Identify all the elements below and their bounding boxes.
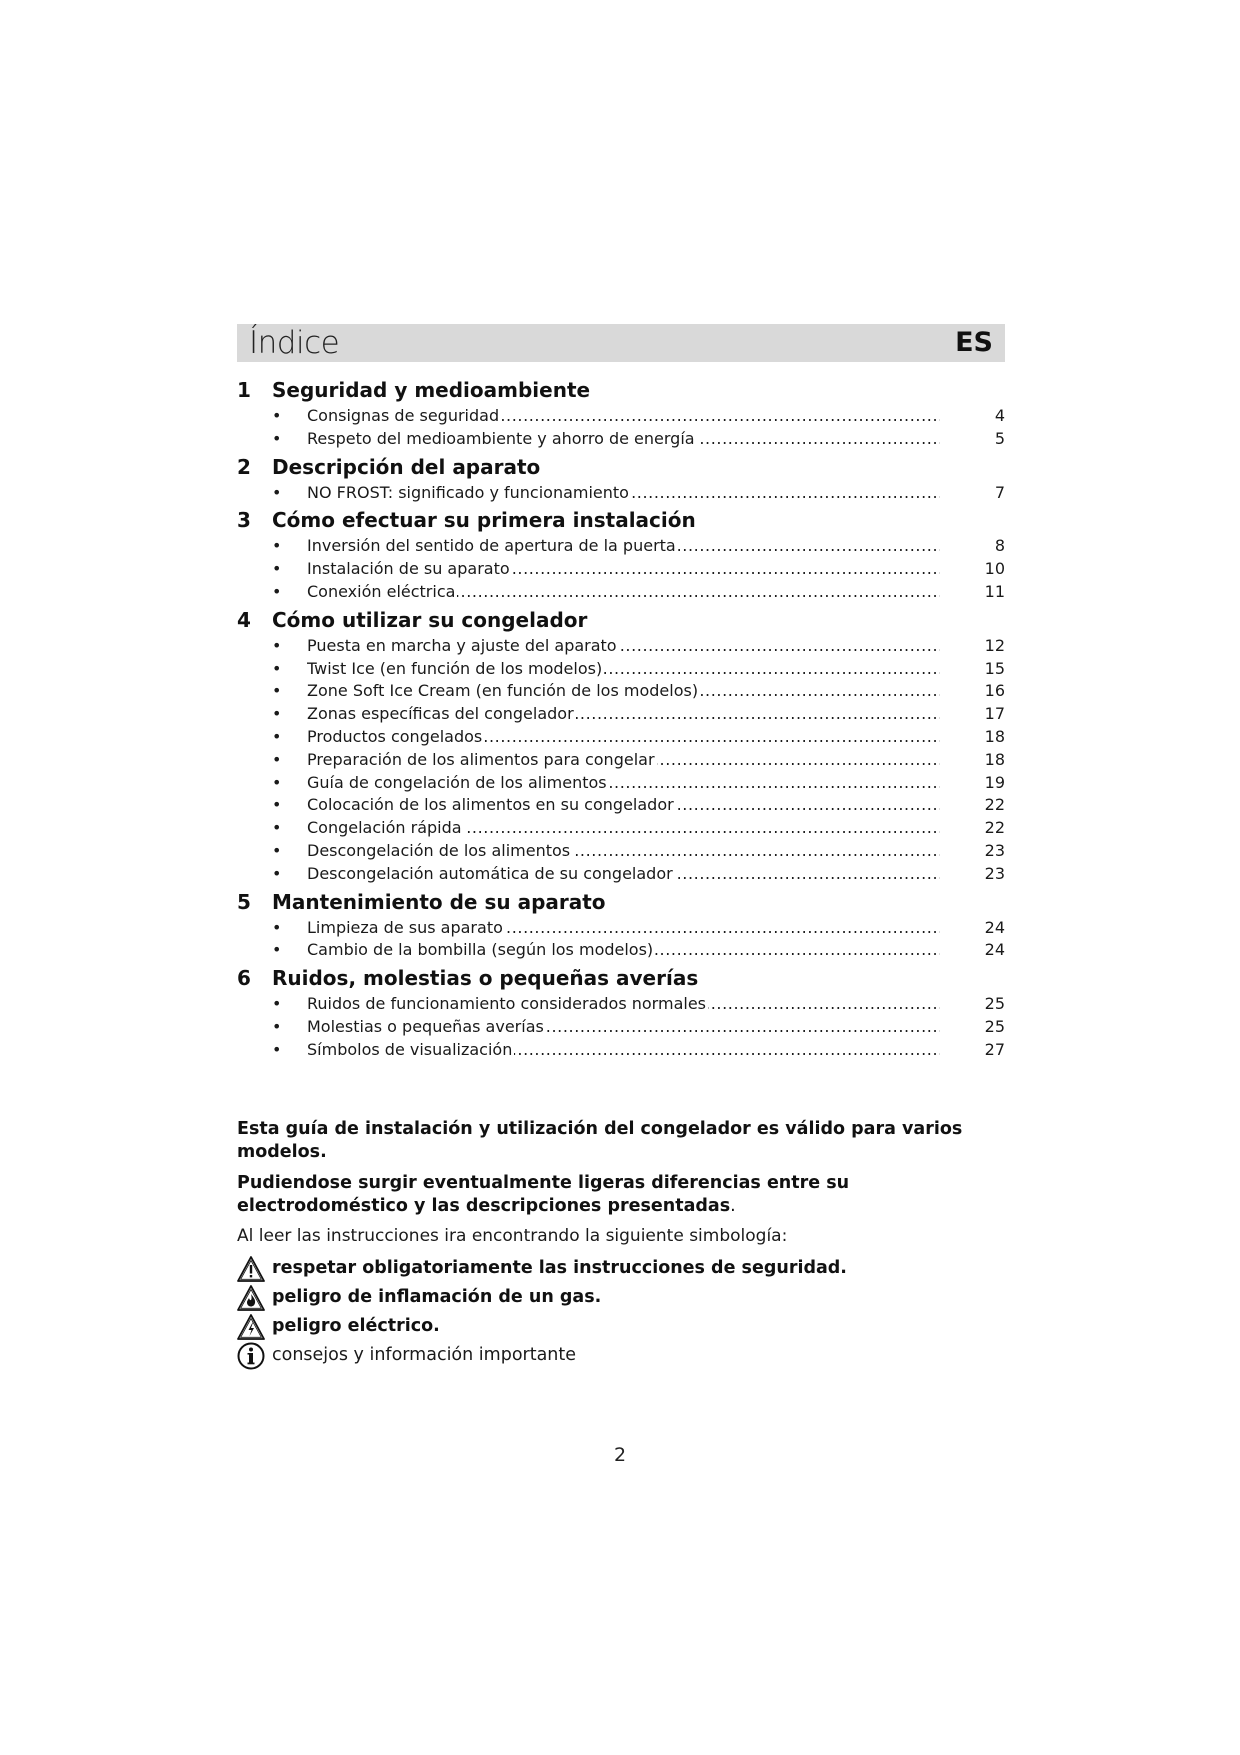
toc-entry-leader xyxy=(307,749,940,772)
toc-entry-leader xyxy=(307,482,940,505)
symbol-text-gas: peligro de inflamación de un gas. xyxy=(272,1287,602,1307)
toc-section-number: 3 xyxy=(237,508,251,533)
language-code: ES xyxy=(955,327,993,358)
toc-section-title: Cómo efectuar su primera instalación xyxy=(272,508,696,533)
toc-entry xyxy=(237,1039,1005,1062)
toc-entry-label: Consignas de seguridad xyxy=(307,406,500,425)
bullet-marker: • xyxy=(272,482,282,502)
toc-entry-leader xyxy=(307,558,940,581)
toc-section-heading xyxy=(237,963,1005,993)
toc-entry-label: NO FROST: significado y funcionamiento xyxy=(307,482,629,502)
index-title-bar xyxy=(237,324,1005,362)
symbol-row-safety xyxy=(237,1254,1012,1283)
flame-warning-icon xyxy=(237,1284,265,1312)
bullet-marker: • xyxy=(272,581,282,601)
toc-entry xyxy=(237,658,1005,681)
toc-entry xyxy=(237,482,1005,505)
toc-entry-page: 23 xyxy=(984,863,1005,883)
toc-section-heading xyxy=(237,605,1005,635)
toc-entry-label: Molestias o pequeñas averías xyxy=(307,1016,544,1036)
toc-entry-label: Preparación de los alimentos para congelar xyxy=(307,749,655,769)
toc-entry xyxy=(237,535,1005,558)
toc-entry-page: 19 xyxy=(984,772,1005,792)
toc-entry-label: Congelación rápida xyxy=(307,818,462,838)
toc-entry-label: Guía de congelación de los alimentos xyxy=(307,772,607,792)
toc-entry xyxy=(237,749,1005,772)
toc-entry-label: Zonas específicas del congelador xyxy=(307,704,574,724)
bullet-marker: • xyxy=(272,863,282,883)
toc-entry xyxy=(237,1016,1005,1039)
toc-section xyxy=(237,375,1005,451)
toc-entry-leader xyxy=(307,703,940,726)
toc-entry-leader xyxy=(307,817,940,840)
toc-section-heading xyxy=(237,505,1005,535)
toc-entry xyxy=(237,817,1005,840)
toc-entry-label: Símbolos de visualización xyxy=(307,1039,513,1059)
bullet-marker: • xyxy=(272,559,282,579)
toc-entry-leader xyxy=(307,535,940,558)
toc-entry-label: Puesta en marcha y ajuste del aparato xyxy=(307,635,617,655)
toc-entry-leader xyxy=(307,658,940,681)
toc-entry-label: Cambio de la bombilla (según los modelos) xyxy=(307,940,654,960)
bullet-marker: • xyxy=(272,749,282,769)
toc-entry xyxy=(237,993,1005,1016)
page-number: 2 xyxy=(613,1444,627,1466)
toc-entry-page: 15 xyxy=(984,658,1005,678)
toc-entry-page: 10 xyxy=(984,559,1005,579)
toc-entry-leader xyxy=(307,581,940,604)
toc-entry-leader xyxy=(307,428,940,451)
validity-note: Esta guía de instalación y utilización del congelador es válido para varios modelos. xyxy=(237,1119,963,1162)
toc-section-number: 1 xyxy=(237,378,251,402)
differences-period: . xyxy=(730,1196,736,1216)
bullet-marker: • xyxy=(272,795,282,815)
toc-section-title: Seguridad y medioambiente xyxy=(272,378,591,402)
toc-entry-leader xyxy=(307,772,940,795)
bullet-marker: • xyxy=(272,1016,282,1036)
toc-entry-label: Inversión del sentido de apertura de la puerta xyxy=(307,536,676,556)
differences-note xyxy=(237,1172,1012,1218)
toc-entry-page: 27 xyxy=(984,1039,1005,1059)
toc-entry-page: 23 xyxy=(984,840,1005,860)
toc-entry-page: 18 xyxy=(984,749,1005,769)
toc-section-title: Mantenimiento de su aparato xyxy=(272,889,606,914)
symbol-row-electric xyxy=(237,1312,1012,1341)
toc-section-heading xyxy=(237,375,1005,405)
bullet-marker: • xyxy=(272,635,282,655)
toc-entry-page: 16 xyxy=(984,681,1005,701)
toc-entry-leader xyxy=(307,1039,940,1062)
toc-section-title: Cómo utilizar su congelador xyxy=(272,607,588,632)
toc-entry-label: Descongelación de los alimentos xyxy=(307,840,571,860)
toc-entry-leader xyxy=(307,993,940,1016)
symbol-row-gas xyxy=(237,1283,1012,1312)
symbol-text-info: consejos y información importante xyxy=(272,1345,577,1365)
bullet-marker: • xyxy=(272,428,282,448)
toc-section-number: 5 xyxy=(237,889,251,914)
toc-entry-page: 12 xyxy=(984,635,1005,655)
info-icon xyxy=(237,1342,265,1370)
toc-entry-page: 22 xyxy=(984,795,1005,815)
toc-section xyxy=(237,452,1005,505)
toc-entry-label: Limpieza de sus aparato xyxy=(307,917,503,937)
bullet-marker: • xyxy=(272,536,282,556)
bullet-marker: • xyxy=(272,658,282,678)
table-of-contents xyxy=(237,375,1005,1063)
toc-entry-leader xyxy=(307,405,940,428)
toc-entry xyxy=(237,703,1005,726)
toc-entry-page: 8 xyxy=(994,536,1005,556)
toc-section-number: 2 xyxy=(237,454,251,479)
warning-exclamation-icon xyxy=(237,1255,265,1283)
page-title: Índice xyxy=(249,325,340,361)
toc-entry-label: Zone Soft Ice Cream (en función de los modelos) xyxy=(307,681,699,701)
bullet-marker: • xyxy=(272,772,282,792)
bullet-marker: • xyxy=(272,681,282,701)
toc-section-heading xyxy=(237,452,1005,482)
toc-entry-label: Instalación de su aparato xyxy=(307,559,510,579)
bullet-marker: • xyxy=(272,917,282,937)
symbol-text-safety: respetar obligatoriamente las instrucciones de seguridad. xyxy=(272,1258,847,1278)
toc-entry xyxy=(237,939,1005,962)
toc-entry-leader xyxy=(307,1016,940,1039)
toc-entry-page: 22 xyxy=(984,818,1005,838)
toc-section-title: Ruidos, molestias o pequeñas averías xyxy=(272,966,699,991)
toc-section-title: Descripción del aparato xyxy=(272,454,541,479)
toc-entry-page: 17 xyxy=(984,704,1005,724)
bullet-marker: • xyxy=(272,1039,282,1059)
toc-entry-page: 11 xyxy=(984,581,1005,601)
toc-section-number: 4 xyxy=(237,607,251,632)
symbology-intro: Al leer las instrucciones ira encontrando la siguiente simbología: xyxy=(237,1226,788,1246)
toc-section-heading xyxy=(237,887,1005,917)
toc-entry-page: 25 xyxy=(984,994,1005,1014)
bullet-marker: • xyxy=(272,406,282,425)
toc-entry-leader xyxy=(307,917,940,940)
toc-entry-label: Colocación de los alimentos en su congelador xyxy=(307,795,674,815)
toc-entry-page: 25 xyxy=(984,1016,1005,1036)
bullet-marker: • xyxy=(272,840,282,860)
toc-entry-leader xyxy=(307,840,940,863)
electric-warning-icon xyxy=(237,1313,265,1341)
toc-section xyxy=(237,887,1005,963)
toc-entry-label: Twist Ice (en función de los modelos) xyxy=(307,658,603,678)
toc-entry-page: 5 xyxy=(994,428,1005,448)
toc-entry-leader xyxy=(307,863,940,886)
toc-entry xyxy=(237,726,1005,749)
toc-entry-label: Descongelación automática de su congelador xyxy=(307,863,673,883)
differences-text: Pudiendose surgir eventualmente ligeras diferencias entre su electrodoméstico y las descripciones presentadas xyxy=(237,1173,850,1216)
toc-entry xyxy=(237,428,1005,451)
toc-section xyxy=(237,963,1005,1061)
bullet-marker: • xyxy=(272,940,282,960)
toc-entry xyxy=(237,794,1005,817)
toc-entry-page: 7 xyxy=(994,482,1005,502)
symbol-text-electric: peligro eléctrico. xyxy=(272,1316,440,1336)
toc-entry-leader xyxy=(307,794,940,817)
toc-entry xyxy=(237,772,1005,795)
toc-entry xyxy=(237,581,1005,604)
toc-section-number: 6 xyxy=(237,966,251,991)
toc-entry xyxy=(237,635,1005,658)
toc-entry-label: Conexión eléctrica xyxy=(307,581,456,601)
toc-entry-leader xyxy=(307,726,940,749)
bullet-marker: • xyxy=(272,704,282,724)
toc-entry xyxy=(237,680,1005,703)
toc-entry-label: Ruidos de funcionamiento considerados normales xyxy=(307,994,706,1014)
toc-entry-leader xyxy=(307,939,940,962)
toc-entry xyxy=(237,558,1005,581)
toc-section xyxy=(237,505,1005,603)
bullet-marker: • xyxy=(272,726,282,746)
toc-entry-leader xyxy=(307,680,940,703)
symbol-row-info xyxy=(237,1341,1012,1370)
toc-entry xyxy=(237,917,1005,940)
toc-entry-page: 24 xyxy=(984,940,1005,960)
bullet-marker: • xyxy=(272,818,282,838)
notes-block xyxy=(237,1118,1012,1370)
toc-entry-label: Respeto del medioambiente y ahorro de energía xyxy=(307,428,695,448)
toc-section xyxy=(237,605,1005,886)
toc-entry-page: 4 xyxy=(994,406,1005,425)
toc-entry-label: Productos congelados xyxy=(307,726,483,746)
bullet-marker: • xyxy=(272,994,282,1014)
toc-entry-leader xyxy=(307,635,940,658)
toc-entry xyxy=(237,840,1005,863)
toc-entry xyxy=(237,863,1005,886)
toc-entry-page: 24 xyxy=(984,917,1005,937)
toc-entry-page: 18 xyxy=(984,726,1005,746)
toc-entry xyxy=(237,405,1005,428)
